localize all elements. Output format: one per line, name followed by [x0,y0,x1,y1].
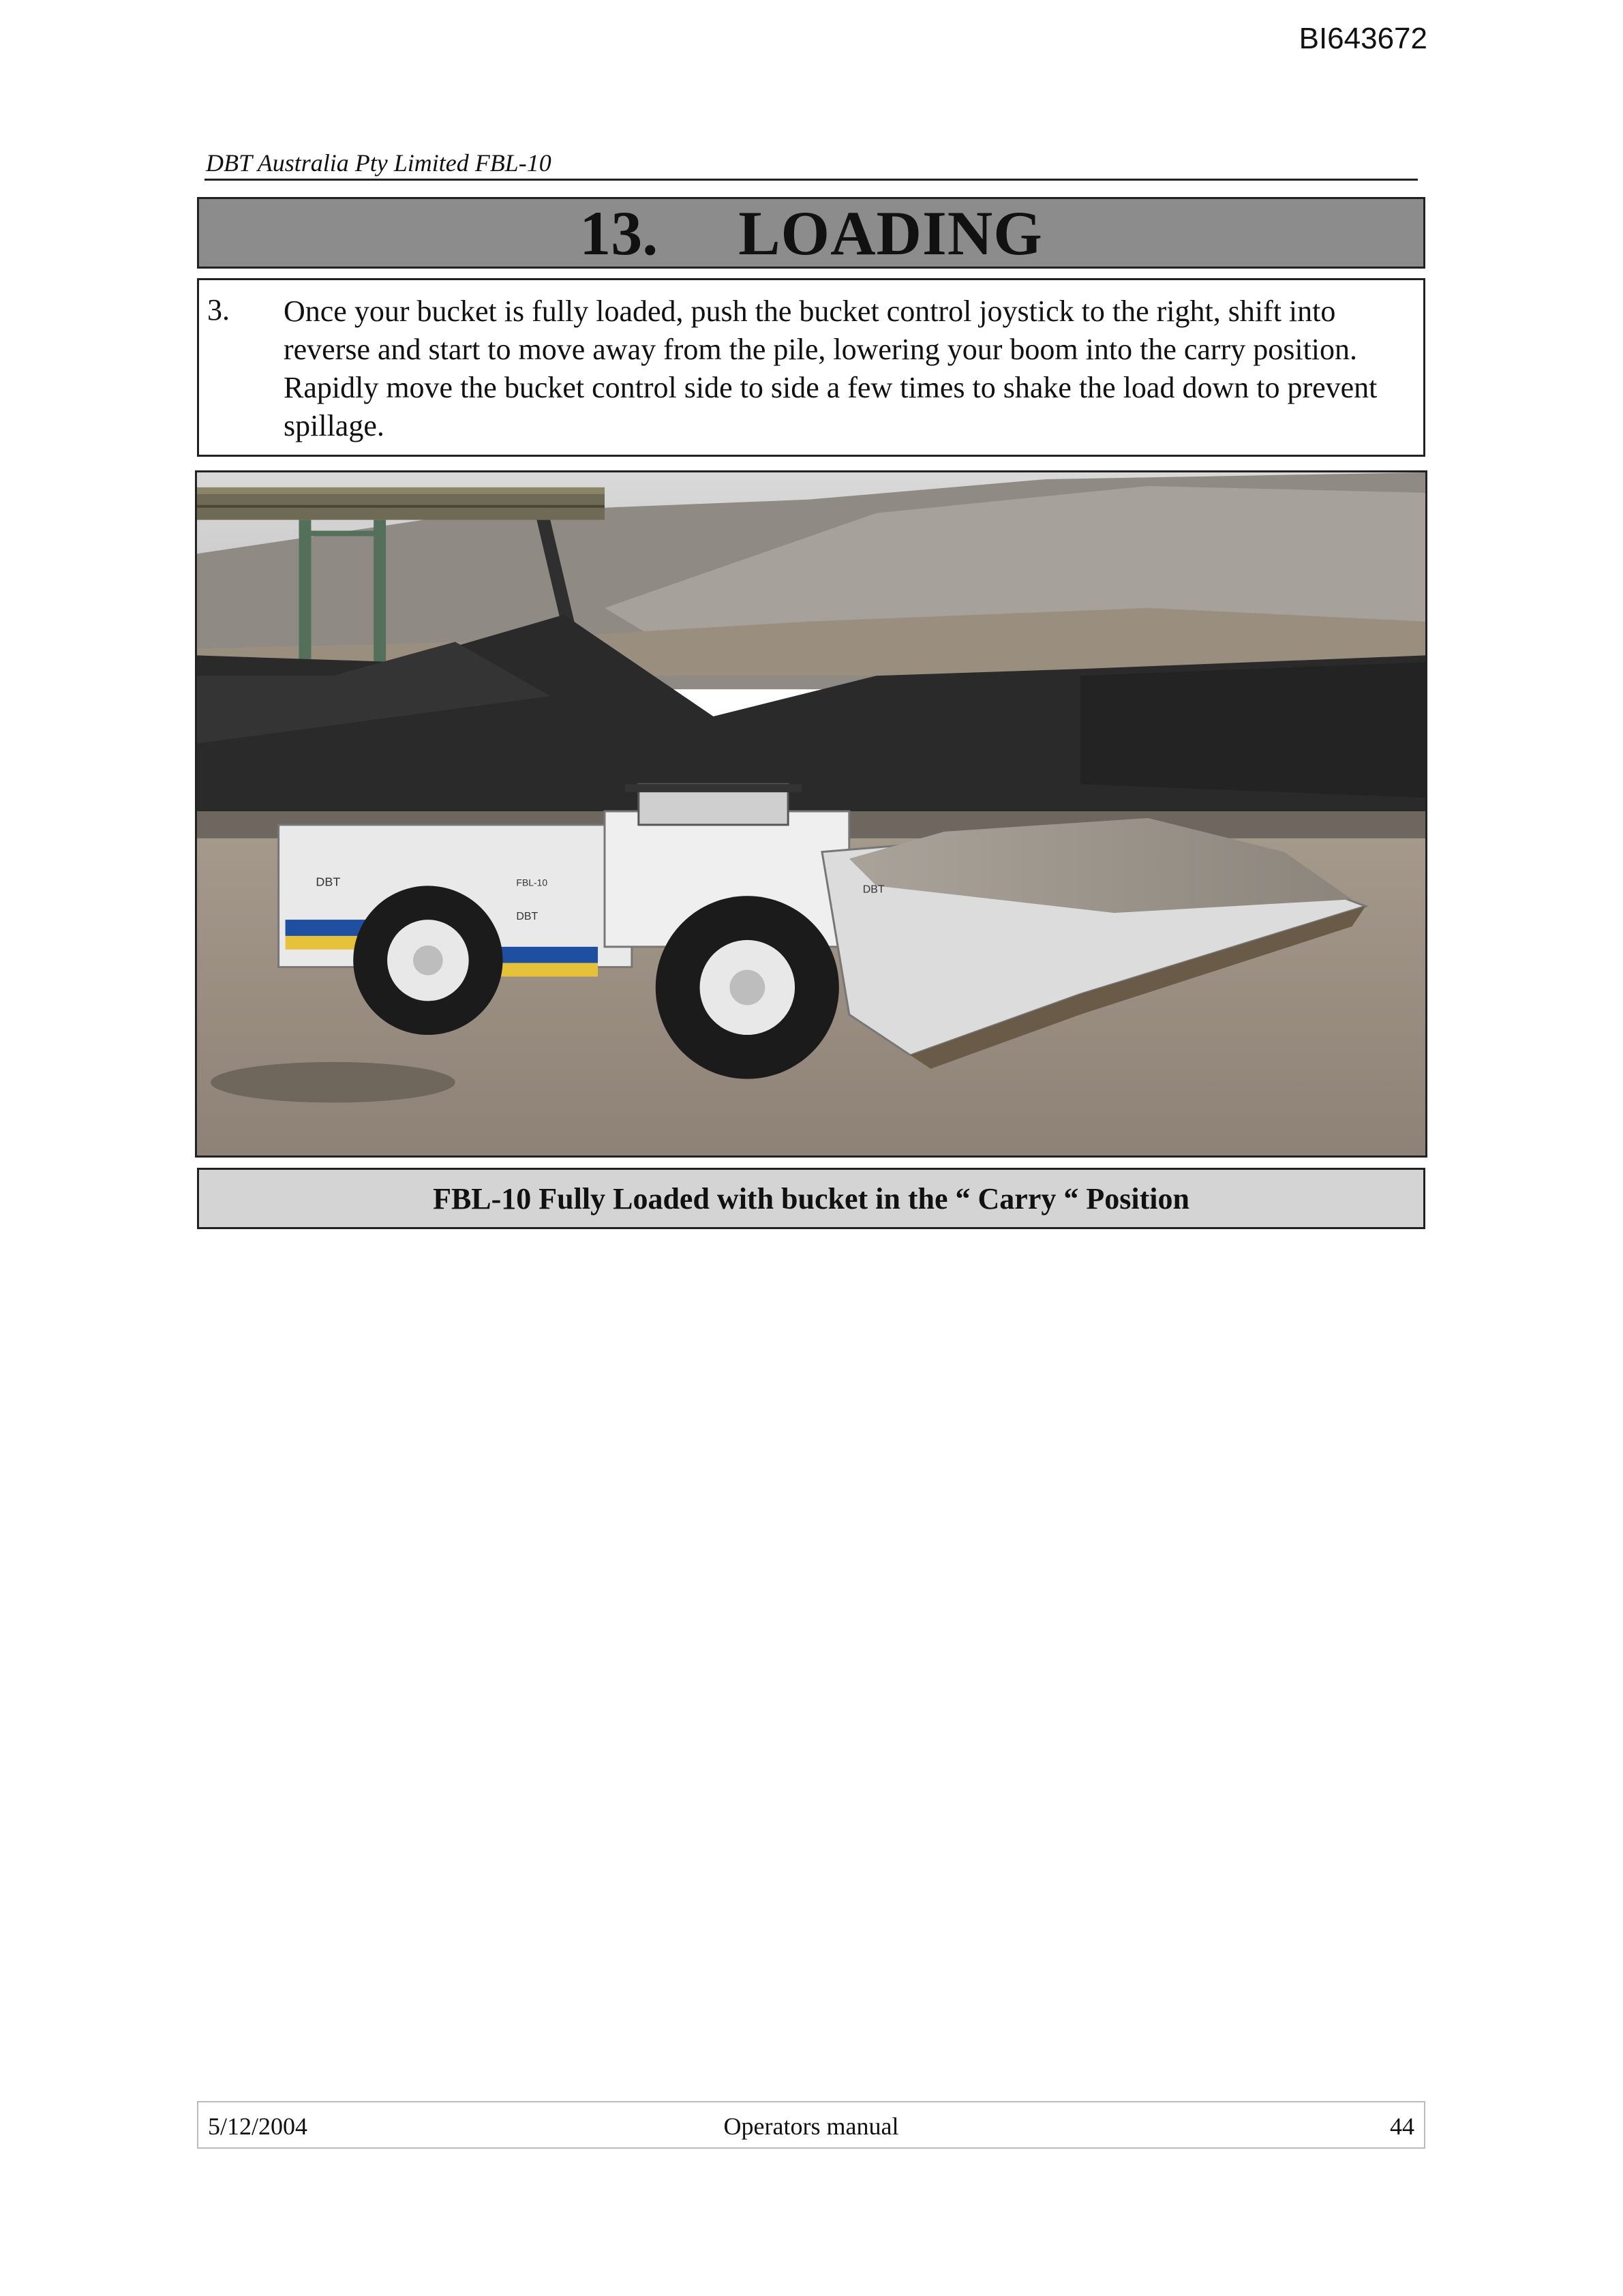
step-number: 3. [207,293,230,327]
page-footer [197,2101,1425,2149]
loader-photo-illustration [197,472,1425,1155]
loader-photo [195,470,1427,1158]
figure-caption [197,1168,1425,1229]
marking-brand-mid: DBT [516,911,539,923]
marking-model: FBL-10 [516,877,548,888]
document-id: BI643672 [1299,22,1427,55]
caption-text: FBL-10 Fully Loaded with bucket in the “ Carry “ Position [433,1181,1189,1215]
header-text: DBT Australia Pty Limited FBL-10 [206,149,551,177]
page-number: 44 [1390,2113,1414,2140]
step-text: Once your bucket is fully loaded, push the bucket control joystick to the right, shift into reverse and start to move away from the pile, lowering your boom into the carry position. Rapidly move the bucket control side to side a few times to shake the load down to prevent spillage. [284,294,1378,442]
marking-brand-bucket: DBT [862,883,885,896]
footer-date: 5/12/2004 [208,2113,308,2140]
marking-brand-rear: DBT [316,875,341,889]
section-number: 13. [579,198,658,268]
section-title-bar [197,197,1425,269]
footer-title: Operators manual [723,2113,899,2140]
section-title: LOADING [738,198,1043,268]
step-box [197,278,1425,457]
running-header [204,145,1418,181]
